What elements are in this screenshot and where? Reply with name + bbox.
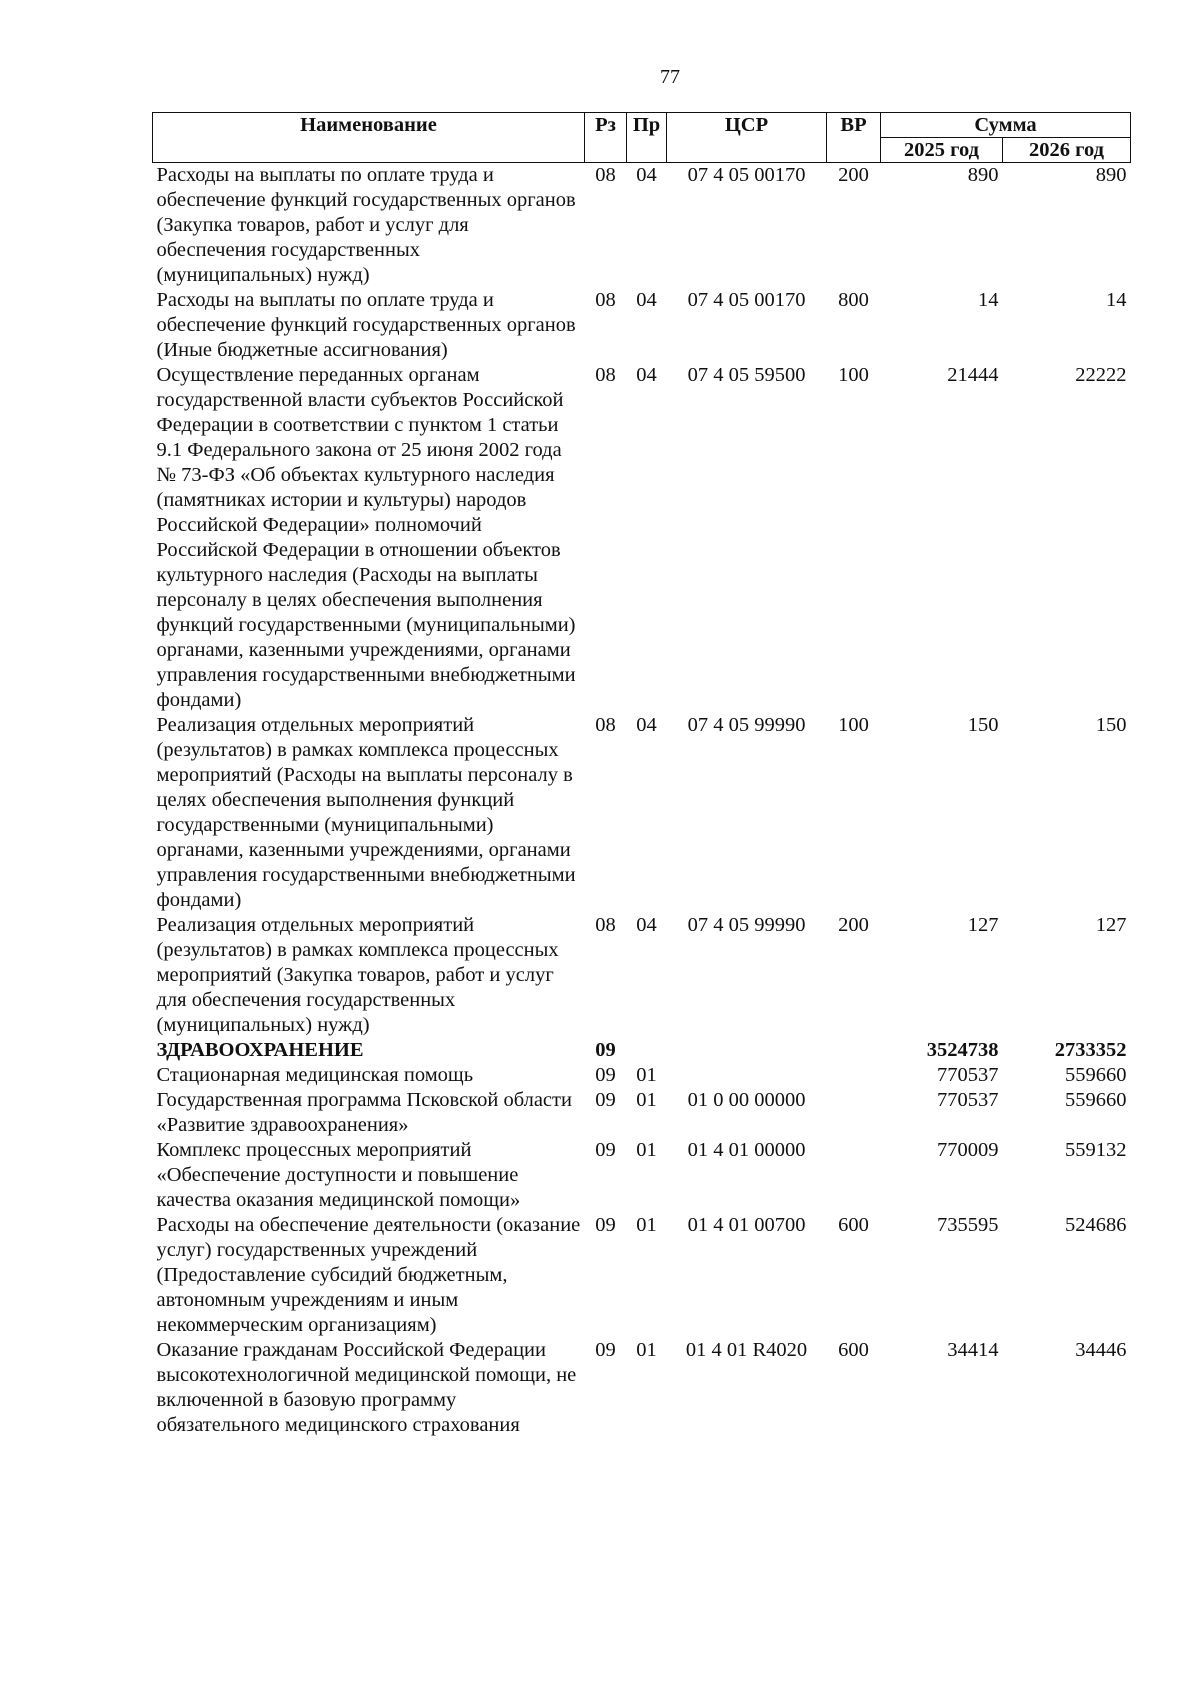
row-csr: 07 4 05 99990 [687,914,806,936]
row-name: Расходы на обеспечение деятельности (оказание услуг) государственных учреждений (Предоставление субсидий бюджетным, автономным учреждениям и иным некоммерческим организациям) [156,1214,581,1336]
row-name: ЗДРАВООХРАНЕНИЕ [156,1039,364,1061]
header-row [153,113,1131,138]
row-rz: 09 [595,1039,616,1061]
row-name: Расходы на выплаты по оплате труда и обеспечение функций государственных органов (Иные бюджетные ассигнования) [156,289,576,361]
row-name: Реализация отдельных мероприятий (результатов) в рамках комплекса процессных мероприятий (Расходы на выплаты персоналу в целях обеспечения выполнения функций государственными (муниципальными) органами, казенными учреждениями, органами управления государственными внебюджетными фондами) [156,714,576,911]
row-rz: 08 [595,364,616,386]
row-csr: 01 4 01 00000 [687,1139,806,1161]
row-amount-2025: 3524738 [926,1039,999,1061]
row-pr: 01 [636,1064,657,1086]
row-csr: 01 0 00 00000 [687,1089,806,1111]
row-pr: 04 [636,914,657,936]
row-pr: 04 [636,714,657,736]
row-pr: 01 [636,1089,657,1111]
row-amount-2026: 559132 [1065,1139,1127,1161]
header-vr: ВР [827,113,881,163]
row-name: Комплекс процессных мероприятий «Обеспечение доступности и повышение качества оказания медицинской помощи» [156,1139,521,1211]
row-amount-2025: 770537 [937,1089,999,1111]
row-vr: 200 [838,914,869,936]
row-amount-2026: 34446 [1075,1339,1127,1361]
row-amount-2026: 890 [1095,164,1127,186]
table-body [153,163,1131,1439]
row-rz: 09 [595,1214,616,1236]
row-vr [827,1088,881,1138]
row-csr: 01 4 01 00700 [687,1214,806,1236]
page-number: 77 [660,66,680,88]
row-name: Расходы на выплаты по оплате труда и обеспечение функций государственных органов (Закупка товаров, работ и услуг для обеспечения государственных (муниципальных) нужд) [156,164,576,286]
table-row [153,713,1131,913]
row-amount-2026: 127 [1095,914,1127,936]
row-csr: 07 4 05 99990 [687,714,806,736]
table-row [153,913,1131,1038]
table-row [153,1138,1131,1213]
row-pr: 04 [636,289,657,311]
table-row [153,1063,1131,1088]
row-amount-2026: 22222 [1075,364,1127,386]
row-pr: 04 [636,364,657,386]
header-pr: Пр [627,113,667,163]
row-rz: 08 [595,289,616,311]
row-csr [667,1063,827,1088]
row-amount-2025: 14 [978,289,999,311]
row-name: Стационарная медицинская помощь [156,1064,474,1086]
row-amount-2025: 890 [967,164,999,186]
row-vr: 800 [838,289,869,311]
row-amount-2026: 150 [1095,714,1127,736]
header-sum: Сумма [881,113,1131,138]
table-row [153,363,1131,713]
row-amount-2025: 127 [967,914,999,936]
row-vr: 600 [838,1214,869,1236]
row-amount-2025: 150 [967,714,999,736]
table-row [153,1213,1131,1338]
row-vr [827,1138,881,1213]
row-name: Государственная программа Псковской области «Развитие здравоохранения» [156,1089,572,1136]
row-amount-2025: 34414 [947,1339,999,1361]
row-name: Оказание гражданам Российской Федерации высокотехнологичной медицинской помощи, не включенной в базовую программу обязательного медицинского страхования [156,1339,577,1436]
table-row [153,288,1131,363]
header-2026: 2026 год [1003,138,1131,163]
row-vr: 100 [838,364,869,386]
row-name: Осуществление переданных органам государственной власти субъектов Российской Федерации в соответствии с пунктом 1 статьи 9.1 Федерального закона от 25 июня 2002 года № 73-ФЗ «Об объектах культурного наследия (памятниках истории и культуры) народов Российской Федерации» полномочий Российской Федерации в отношении объектов культурного наследия (Расходы на выплаты персоналу в целях обеспечения выполнения функций государственными (муниципальными) органами, казенными учреждениями, органами управления государственными внебюджетными фондами) [156,364,576,711]
header-rz: Рз [585,113,627,163]
row-vr [827,1063,881,1088]
header-name: Наименование [153,113,585,163]
row-amount-2025: 21444 [947,364,999,386]
row-rz: 09 [595,1089,616,1111]
row-pr: 04 [636,164,657,186]
row-amount-2026: 2733352 [1054,1039,1127,1061]
row-csr: 01 4 01 R4020 [685,1339,808,1361]
table-row [153,1088,1131,1138]
row-rz: 08 [595,164,616,186]
row-vr [827,1038,881,1063]
row-csr: 07 4 05 00170 [687,164,806,186]
table-row [153,1338,1131,1438]
row-name: Реализация отдельных мероприятий (результатов) в рамках комплекса процессных мероприятий (Закупка товаров, работ и услуг для обеспечения государственных (муниципальных) нужд) [156,914,559,1036]
row-rz: 09 [595,1339,616,1361]
row-amount-2026: 559660 [1065,1064,1127,1086]
row-csr: 07 4 05 00170 [687,289,806,311]
row-rz: 09 [595,1064,616,1086]
row-pr: 01 [636,1139,657,1161]
row-pr: 01 [636,1339,657,1361]
row-amount-2026: 524686 [1065,1214,1127,1236]
row-pr: 01 [636,1214,657,1236]
row-rz: 09 [595,1139,616,1161]
row-vr: 600 [838,1339,869,1361]
header-2025: 2025 год [881,138,1003,163]
table-row [153,163,1131,289]
row-csr [667,1038,827,1063]
row-pr [627,1038,667,1063]
row-amount-2025: 770537 [937,1064,999,1086]
budget-table [152,112,1131,1438]
row-amount-2025: 735595 [937,1214,999,1236]
row-vr: 100 [838,714,869,736]
row-rz: 08 [595,714,616,736]
row-csr: 07 4 05 59500 [687,364,806,386]
table-row [153,1038,1131,1063]
header-csr: ЦСР [667,113,827,163]
row-vr: 200 [838,164,869,186]
row-amount-2026: 559660 [1065,1089,1127,1111]
row-amount-2026: 14 [1106,289,1127,311]
row-amount-2025: 770009 [937,1139,999,1161]
row-rz: 08 [595,914,616,936]
